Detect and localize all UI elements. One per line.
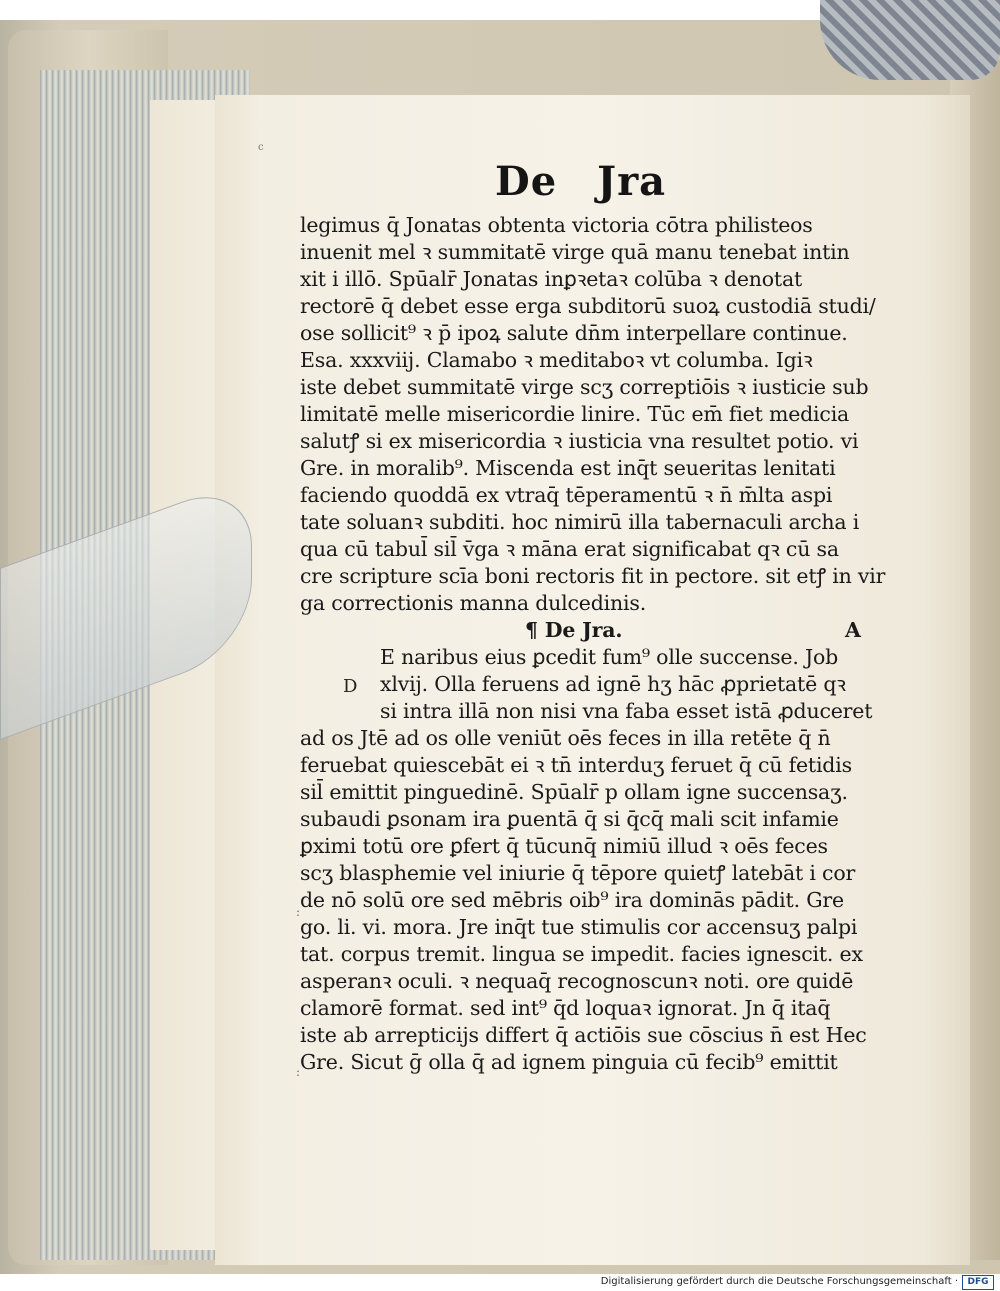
text-line: iste ab arrepticijs differt q̄ actiōis sue cōscius n̄ est Hec: [300, 1023, 867, 1047]
text-line: go. li. vi. mora. Jre inq̄t tue stimulis cor accensuʒ palpi: [300, 915, 858, 939]
text-line: faciendo quoddā ex vtraq̄ tēperamentū ꝛ n̄ m̄lta aspi: [300, 483, 833, 507]
text-line: ad os Jtē ad os olle veniūt oēs feces in illa retēte q̄ n̄: [300, 726, 831, 750]
text-line: Gre. in moralib⁹. Miscenda est inq̄t seueritas lenitati: [300, 456, 836, 480]
text-line: feruebat quiescebāt ei ꝛ tn̄ interduʒ feruet q̄ cū fetidis: [300, 753, 852, 777]
text-block-after: [300, 644, 910, 1076]
text-line: ꝑximi totū ore ꝑfert q̄ tūcunq̄ nimiū illud ꝛ oēs feces: [300, 834, 828, 858]
text-line: de nō solū ore sed mēbris oib⁹ ira dominās pādit. Gre: [300, 888, 844, 912]
text-line: ose sollicit⁹ ꝛ p̄ ipoꝝ salute dn̄m interpellare continue.: [300, 321, 848, 345]
text-line: tate soluanꝛ subditi. hoc nimirū illa tabernaculi archa i: [300, 510, 860, 534]
text-line: rectorē q̄ debet esse erga subditorū suoꝝ custodiā studi/: [300, 294, 876, 318]
text-line: si intra illā non nisi vna faba esset istā ꝓduceret: [380, 699, 873, 723]
margin-letter: D: [343, 676, 358, 697]
text-line: limitatē melle misericordie linire. Tūc em̄ fiet medicia: [300, 402, 850, 426]
text-line: xit i illō. Spūalr̄ Jonatas inꝑꝛetaꝛ colūba ꝛ denotat: [300, 267, 803, 291]
margin-dots: :: [296, 905, 301, 919]
text-line: clamorē format. sed int⁹ q̄d loquaꝛ ignorat. Jn q̄ itaq̄: [300, 996, 831, 1020]
text-line: Esa. xxxviij. Clamabo ꝛ meditaboꝛ vt columba. Igiꝛ: [300, 348, 813, 372]
section-heading: [300, 617, 910, 644]
dfg-logo-icon: DFG: [962, 1275, 994, 1290]
text-line: legimus q̄ Jonatas obtenta victoria cōtra philisteos: [300, 213, 813, 237]
text-block-before: [300, 212, 910, 617]
text-line: inuenit mel ꝛ summitatē virge quā manu tenebat intin: [300, 240, 850, 264]
text-line: asperanꝛ oculi. ꝛ nequaq̄ recognoscunꝛ noti. ore quidē: [300, 969, 854, 993]
text-line: qua cū tabul̄ sil̄ v̄ga ꝛ māna erat significabat qꝛ cū sa: [300, 537, 839, 561]
text-line: xlvij. Olla feruens ad ignē hʒ hāc ꝓprietatē qꝛ: [380, 672, 846, 696]
text-line: salutꝭ si ex misericordia ꝛ iusticia vna resultet potio. vi: [300, 429, 859, 453]
running-head-right: Jra: [597, 158, 667, 205]
running-head-left: De: [495, 158, 558, 205]
text-line: subaudi ꝑsonam ira ꝑuentā q̄ si q̄cq̄ mali scit infamie: [300, 807, 839, 831]
margin-dots-lower: :: [296, 1065, 301, 1079]
text-line: Gre. Sicut ḡ olla q̄ ad ignem pinguia cū fecib⁹ emittit: [300, 1050, 838, 1074]
section-heading-letter: A: [845, 618, 861, 642]
text-line: iste debet summitatē virge scʒ correptiōis ꝛ iusticie sub: [300, 375, 869, 399]
section-heading-text: ¶ De Jra.: [525, 618, 623, 642]
text-line: cre scripture scīa boni rectoris fit in pectore. sit etꝭ in vir: [300, 564, 886, 588]
text-line: sil̄ emittit pinguedinē. Spūalr̄ p ollam igne succensaʒ.: [300, 780, 848, 804]
text-line: ga correctionis manna dulcedinis.: [300, 591, 647, 615]
text-line: E naribus eius ꝑcedit fum⁹ olle succense. Job: [380, 645, 839, 669]
footer-bar: [0, 1274, 1000, 1291]
running-head: [495, 158, 745, 205]
footer-credit: Digitalisierung gefördert durch die Deutsche Forschungsgemeinschaft ·: [600, 1276, 958, 1287]
page-text: [300, 212, 910, 1076]
text-line: tat. corpus tremit. lingua se impedit. facies ignescit. ex: [300, 942, 863, 966]
text-line: scʒ blasphemie vel iniurie q̄ tēpore quietꝭ latebāt i cor: [300, 861, 856, 885]
corner-mark: c: [258, 142, 264, 153]
binding-cord: [820, 0, 1000, 80]
